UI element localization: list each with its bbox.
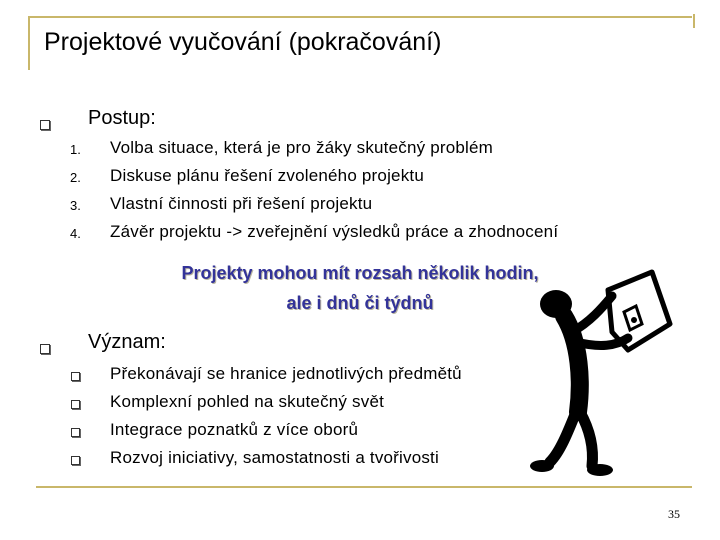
slide-title: Projektové vyučování (pokračování) <box>44 28 442 56</box>
square-bullet-icon <box>71 456 80 465</box>
list-item: Rozvoj iniciativy, samostatnosti a tvořivosti <box>110 448 439 467</box>
highlight-line-2: ale i dnů či týdnů <box>286 293 434 313</box>
list-item: Překonávají se hranice jednotlivých předmětů <box>110 364 462 383</box>
list-item: Závěr projektu -> zveřejnění výsledků práce a zhodnocení <box>110 222 559 241</box>
page-number: 35 <box>668 507 680 521</box>
square-bullet-icon <box>71 400 80 409</box>
square-bullet-icon <box>71 428 80 437</box>
list-item-number: 1. <box>70 142 81 157</box>
list-item: Integrace poznatků z více oborů <box>110 420 359 439</box>
list-item: Vlastní činnosti při řešení projektu <box>110 194 373 213</box>
list-item-number: 4. <box>70 226 81 241</box>
list-item: Komplexní pohled na skutečný svět <box>110 392 385 411</box>
list-item: Volba situace, která je pro žáky skutečný problém <box>110 138 494 157</box>
list-item-number: 2. <box>70 170 81 185</box>
postup-heading: Postup: <box>88 107 156 129</box>
square-bullet-icon <box>40 120 50 130</box>
highlight-line-1: Projekty mohou mít rozsah několik hodin, <box>181 263 539 283</box>
list-item-number: 3. <box>70 198 81 213</box>
list-item: Diskuse plánu řešení zvoleného projektu <box>110 166 424 185</box>
footer-divider <box>36 486 692 488</box>
square-bullet-icon <box>71 372 80 381</box>
vyznam-heading: Význam: <box>88 331 166 353</box>
square-bullet-icon <box>40 344 50 354</box>
stick-figure-clipart-icon <box>520 262 690 484</box>
